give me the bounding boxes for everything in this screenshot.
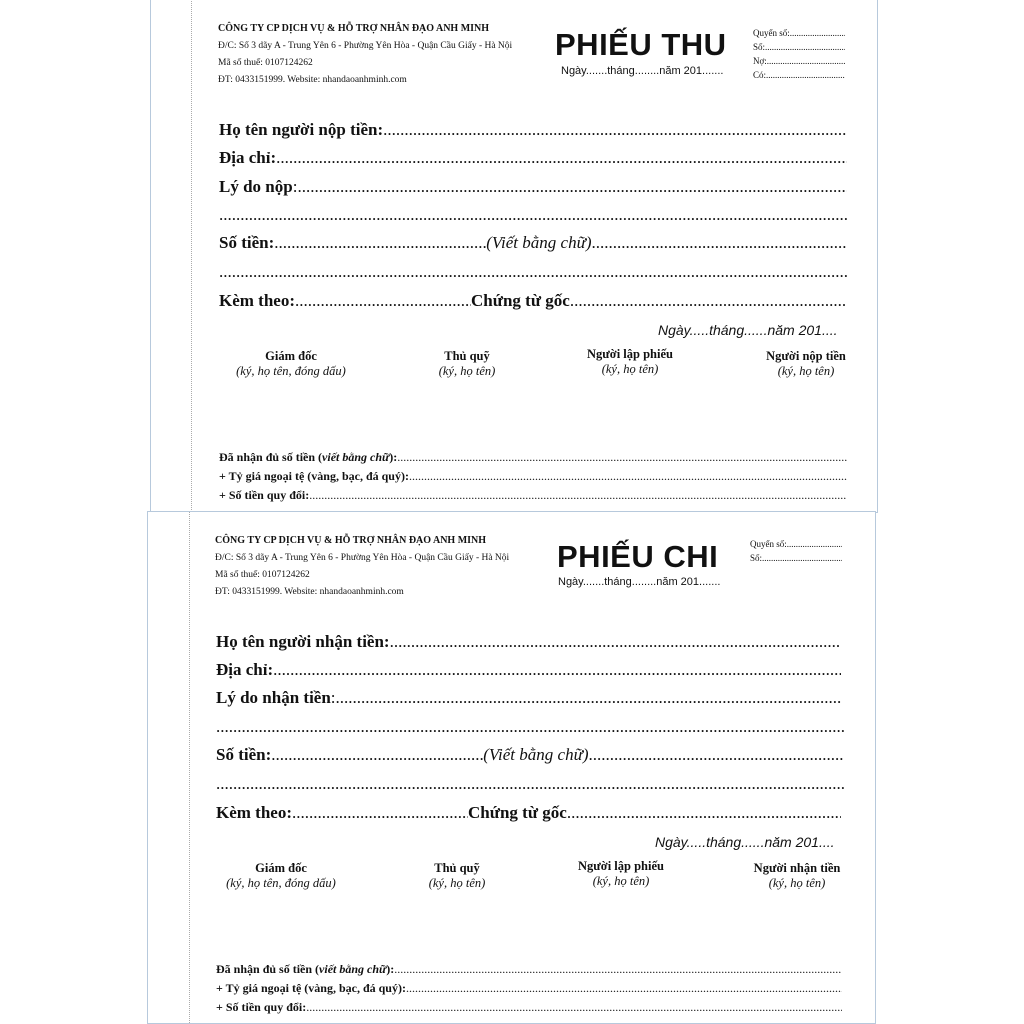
dotted-leader [271,745,483,765]
reason-field[interactable]: Lý do nhận tiền : ..... [216,688,841,710]
dotted-leader [274,233,486,253]
dotted-leader [219,262,847,282]
signature-note: (ký, họ tên) [768,876,826,890]
dotted-leader [297,177,847,197]
exchange-rate-field[interactable] [219,469,847,485]
signature-director [236,349,346,379]
signature-payee [754,861,841,891]
signature-cashier [429,861,486,891]
field-label: ): [389,450,398,464]
field-label: Họ tên người nhận tiền: [216,632,390,651]
signature-note: (ký, họ tên, đóng dấu) [236,364,346,378]
dotted-leader [276,148,847,168]
amount-field[interactable] [216,745,844,767]
dotted-leader [406,981,842,996]
form-date: Ngày.......tháng........năm 201....... [558,576,721,588]
signature-payer [766,349,846,379]
payer-field[interactable] [219,120,847,142]
perforation-line [189,512,190,1023]
signature-cashier [439,349,496,379]
signature-note: (ký, họ tên) [438,364,496,378]
dotted-leader [336,688,841,708]
original-docs-label: Chứng từ gốc [471,291,570,310]
meta-book [750,539,842,549]
signature-role: Giám đốc [255,861,307,875]
company-name: CÔNG TY CP DỊCH VỤ & HỖ TRỢ NHÂN ĐẠO ANH MINH [215,535,487,546]
reason-field-cont[interactable] [216,717,844,739]
meta-label: Số: [753,42,766,52]
sign-date: Ngày.....tháng......năm 201.... [658,322,838,338]
field-label: ): [386,962,395,976]
form-title: PHIẾU THU [555,27,727,62]
signature-role: Người nộp tiền [766,349,846,363]
dotted-leader [219,205,847,225]
received-field[interactable] [216,962,842,978]
dotted-leader [409,469,847,484]
signature-note: (ký, họ tên) [601,362,659,376]
sign-date: Ngày.....tháng......năm 201.... [655,834,835,850]
signature-role: Người nhận tiền [753,861,841,875]
field-label: Kèm theo: [219,291,296,310]
meta-label: Quyển số: [753,28,790,38]
reason-field-cont[interactable] [219,205,847,227]
field-label: + Số tiền quy đổi: [216,1000,307,1014]
signature-role: Người lập phiếu [578,859,664,873]
signature-role: Người lập phiếu [587,347,673,361]
company-contact: ĐT: 0433151999. Website: nhandaoanhminh.com [215,587,404,597]
amount-field-cont[interactable] [219,262,847,284]
dotted-leader [589,745,844,765]
company-contact: ĐT: 0433151999. Website: nhandaoanhminh.com [218,75,407,85]
dotted-leader [216,717,844,737]
dotted-leader [790,28,845,38]
dotted-leader [592,233,847,253]
field-label: Kèm theo: [216,803,293,822]
dotted-leader [787,539,842,549]
field-label: Lý do nộp [219,177,293,196]
signature-role: Thủ quỹ [444,349,490,363]
dotted-leader [295,291,471,311]
company-tax: Mã số thuế: 0107124262 [218,58,313,68]
dotted-leader [383,120,847,140]
dotted-leader [570,291,847,311]
received-field[interactable] [219,450,847,466]
form-title: PHIẾU CHI [557,539,719,574]
signature-preparer [578,859,664,889]
dotted-leader [567,803,841,823]
field-label: Địa chỉ: [219,148,277,167]
address-field[interactable] [216,660,841,682]
dotted-leader [390,632,841,652]
dotted-leader [216,774,844,794]
address-field[interactable] [219,148,847,170]
dotted-leader [292,803,468,823]
payee-field[interactable] [216,632,841,654]
meta-label: Quyển số: [750,539,787,549]
converted-amount-field[interactable] [219,488,847,504]
original-docs-label: Chứng từ gốc [468,803,567,822]
in-words-label: (Viết bằng chữ) [483,745,589,764]
perforation-line [191,0,192,512]
field-label: Đã nhận đủ số tiền ( [216,962,320,976]
signature-preparer [587,347,673,377]
meta-number [753,42,845,52]
form-date: Ngày.......tháng........năm 201....... [561,65,724,77]
signature-director [226,861,336,891]
company-address: Đ/C: Số 3 dãy A - Trung Yên 6 - Phường Yên Hòa - Quận Cầu Giấy - Hà Nội [218,41,513,51]
amount-field[interactable] [219,233,847,255]
company-name: CÔNG TY CP DỊCH VỤ & HỖ TRỢ NHÂN ĐẠO ANH MINH [218,23,490,34]
field-label: Số tiền: [216,745,272,764]
signature-note: (ký, họ tên) [428,876,486,890]
dotted-leader [309,488,847,503]
field-label: Lý do nhận tiền [216,688,331,707]
meta-credit [753,70,845,80]
field-label: Họ tên người nộp tiền: [219,120,384,139]
meta-debit [753,56,845,66]
field-label: + Tỷ giá ngoại tệ (vàng, bạc, đá quý): [216,981,406,995]
field-label: Số tiền: [219,233,275,252]
receipt-form [150,0,878,513]
in-words-label: (Viết bằng chữ) [486,233,592,252]
payment-form [147,511,876,1024]
company-address: Đ/C: Số 3 dãy A - Trung Yên 6 - Phường Yên Hòa - Quận Cầu Giấy - Hà Nội [215,553,510,563]
dotted-leader [767,56,845,66]
dotted-leader [766,70,845,80]
converted-amount-field[interactable] [216,1000,842,1016]
meta-number [750,553,842,563]
attached-field[interactable] [219,291,847,313]
dotted-leader [306,1000,842,1015]
signature-role: Thủ quỹ [434,861,480,875]
meta-book [753,28,845,38]
field-label: + Tỷ giá ngoại tệ (vàng, bạc, đá quý): [219,469,409,483]
dotted-leader [765,42,845,52]
field-label: viết bằng chữ [322,450,390,464]
meta-label: Nợ: [753,56,767,66]
amount-field-cont[interactable] [216,774,844,796]
exchange-rate-field[interactable] [216,981,842,997]
meta-label: Có: [753,70,767,80]
dotted-leader [762,553,842,563]
field-label: + Số tiền quy đổi: [219,488,310,502]
attached-field[interactable] [216,803,841,825]
dotted-leader [394,962,842,977]
company-tax: Mã số thuế: 0107124262 [215,570,310,580]
dotted-leader [273,660,841,680]
signature-note: (ký, họ tên, đóng dấu) [226,876,336,890]
signature-role: Giám đốc [265,349,317,363]
signature-note: (ký, họ tên) [777,364,835,378]
field-label: Đã nhận đủ số tiền ( [219,450,323,464]
field-label: Địa chỉ: [216,660,274,679]
signature-note: (ký, họ tên) [592,874,650,888]
dotted-leader [397,450,847,465]
field-label: viết bằng chữ [319,962,387,976]
reason-field[interactable]: Lý do nộp : ..... [219,177,847,199]
meta-label: Số: [750,553,763,563]
